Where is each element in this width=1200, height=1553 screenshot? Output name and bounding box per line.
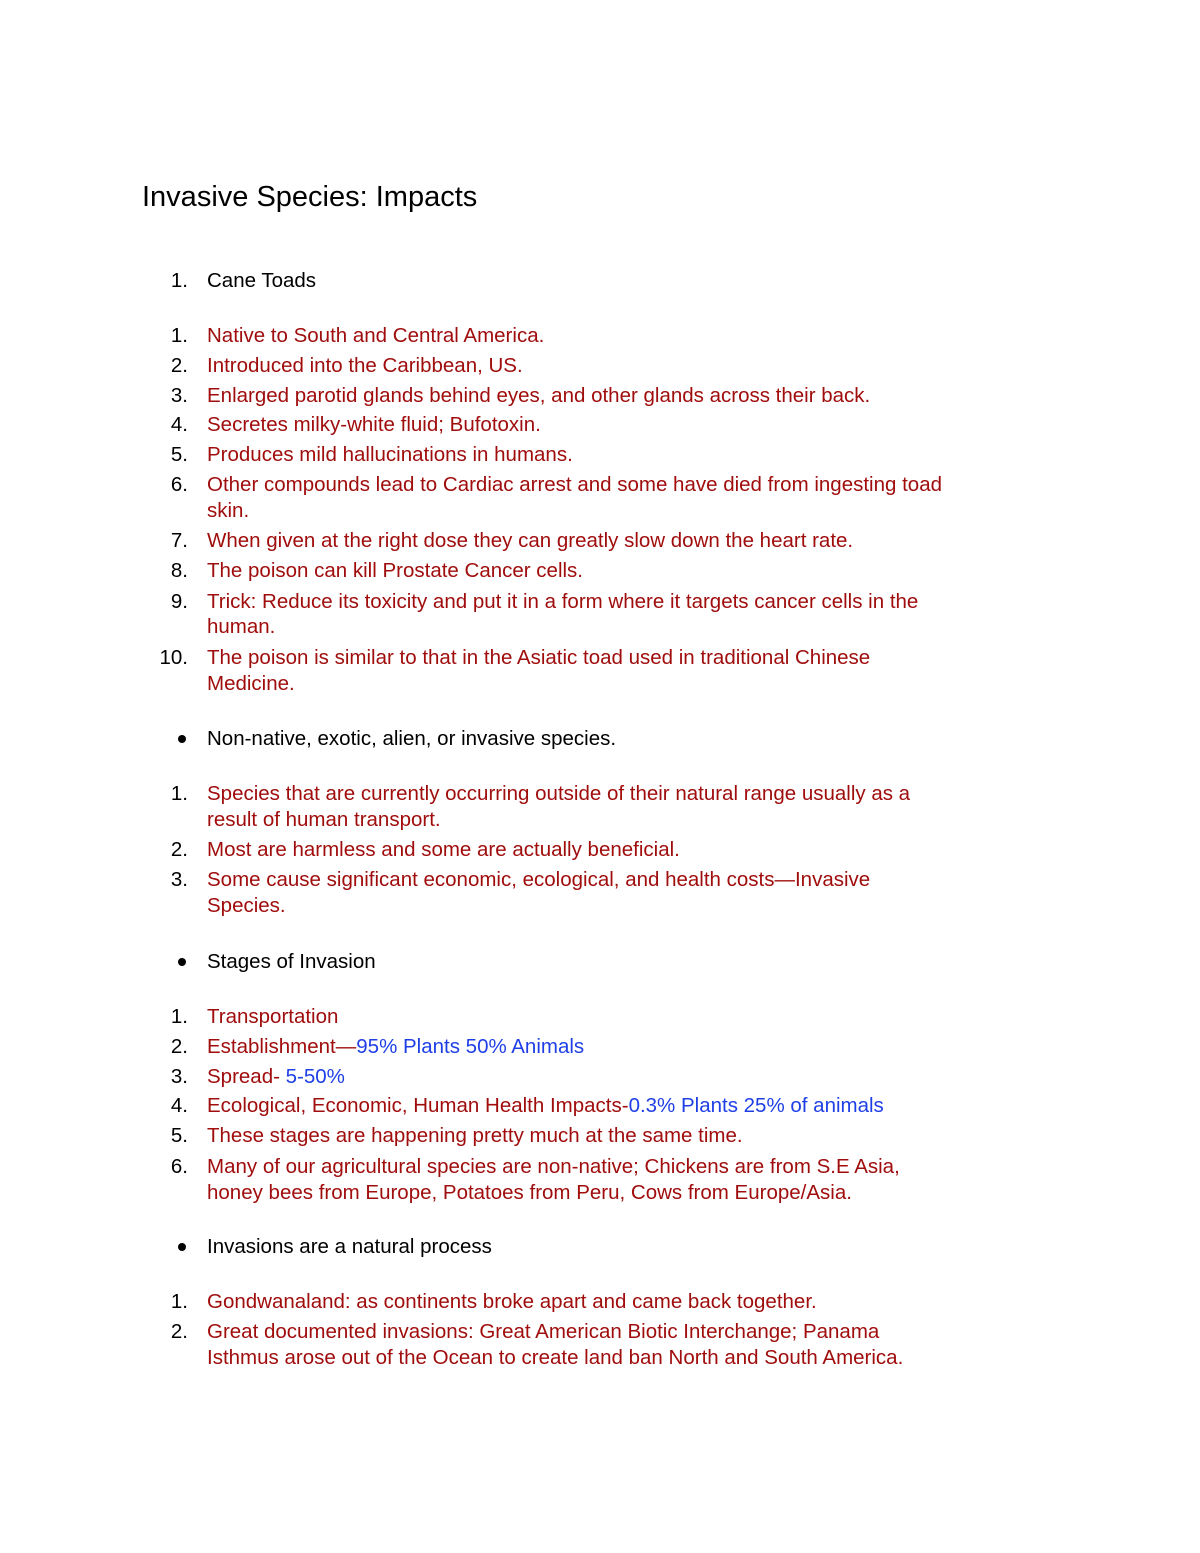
bullet-icon xyxy=(178,1243,186,1251)
list-marker: 4. xyxy=(170,1094,188,1117)
list-item-continuation: Species. xyxy=(207,894,286,917)
list-marker: 3. xyxy=(170,1065,188,1088)
list-marker: 6. xyxy=(170,473,188,496)
list-marker: 1. xyxy=(170,324,188,347)
section-heading-cane-toads: Cane Toads xyxy=(207,269,317,292)
list-marker: 6. xyxy=(170,1155,188,1178)
list-marker: 1. xyxy=(170,269,188,292)
list-item: Gondwanaland: as continents broke apart and came back together. xyxy=(207,1290,817,1313)
bullet-icon xyxy=(178,958,186,966)
list-marker: 3. xyxy=(170,384,188,407)
list-item: Other compounds lead to Cardiac arrest and some have died from ingesting toad xyxy=(207,473,942,496)
list-marker: 2. xyxy=(170,1035,188,1058)
stage-label: These stages are happening pretty much at the same time. xyxy=(207,1124,743,1147)
list-item: The poison can kill Prostate Cancer cells. xyxy=(207,559,584,582)
list-marker: 4. xyxy=(170,413,188,436)
list-marker: 5. xyxy=(170,1124,188,1147)
section-heading-non-native: Non-native, exotic, alien, or invasive species. xyxy=(207,727,617,750)
bullet-icon xyxy=(178,735,186,743)
list-marker: 2. xyxy=(170,838,188,861)
stage-stat: 95% Plants 50% Animals xyxy=(356,1035,585,1058)
stage-stat: 5-50% xyxy=(285,1065,345,1088)
list-marker: 8. xyxy=(170,559,188,582)
list-item xyxy=(207,1064,345,1090)
list-item: Great documented invasions: Great American Biotic Interchange; Panama xyxy=(207,1320,880,1343)
list-item xyxy=(207,1093,884,1119)
list-marker: 3. xyxy=(170,868,188,891)
list-item-continuation: Medicine. xyxy=(207,672,295,695)
list-item: Introduced into the Caribbean, US. xyxy=(207,354,523,377)
list-item xyxy=(207,1004,338,1030)
list-item: Species that are currently occurring outside of their natural range usually as a xyxy=(207,782,911,805)
list-marker: 2. xyxy=(170,354,188,377)
list-item xyxy=(207,1123,743,1149)
list-marker: 1. xyxy=(170,1005,188,1028)
list-item-continuation: skin. xyxy=(207,499,250,522)
list-item: Produces mild hallucinations in humans. xyxy=(207,443,573,466)
list-marker: 9. xyxy=(170,590,188,613)
stage-label: Spread- xyxy=(207,1065,286,1088)
list-item: The poison is similar to that in the Asiatic toad used in traditional Chinese xyxy=(207,646,871,669)
stage-stat: 0.3% Plants 25% of animals xyxy=(628,1094,884,1117)
section-heading-natural-process: Invasions are a natural process xyxy=(207,1235,492,1258)
list-item: Enlarged parotid glands behind eyes, and other glands across their back. xyxy=(207,384,871,407)
list-marker: 10. xyxy=(159,646,188,669)
list-marker: 1. xyxy=(170,782,188,805)
list-item: Most are harmless and some are actually beneficial. xyxy=(207,838,680,861)
stage-label: Establishment— xyxy=(207,1035,357,1058)
list-item-continuation: result of human transport. xyxy=(207,808,441,831)
list-item: Many of our agricultural species are non-native; Chickens are from S.E Asia, xyxy=(207,1155,900,1178)
stage-label: Transportation xyxy=(207,1005,339,1028)
list-marker: 1. xyxy=(170,1290,188,1313)
list-item: Native to South and Central America. xyxy=(207,324,545,347)
page-title: Invasive Species: Impacts xyxy=(142,181,478,213)
list-item: When given at the right dose they can greatly slow down the heart rate. xyxy=(207,529,854,552)
list-item-continuation: human. xyxy=(207,615,276,638)
list-item xyxy=(207,1034,584,1060)
list-item: Trick: Reduce its toxicity and put it in a form where it targets cancer cells in the xyxy=(207,590,919,613)
stage-label: Ecological, Economic, Human Health Impacts- xyxy=(207,1094,629,1117)
list-item-continuation: honey bees from Europe, Potatoes from Peru, Cows from Europe/Asia. xyxy=(207,1181,852,1204)
list-marker: 7. xyxy=(170,529,188,552)
list-item: Some cause significant economic, ecological, and health costs—Invasive xyxy=(207,868,871,891)
section-heading-stages: Stages of Invasion xyxy=(207,950,376,973)
list-item: Secretes milky-white fluid; Bufotoxin. xyxy=(207,413,541,436)
list-marker: 5. xyxy=(170,443,188,466)
list-marker: 2. xyxy=(170,1320,188,1343)
list-item-continuation: Isthmus arose out of the Ocean to create land ban North and South America. xyxy=(207,1346,904,1369)
